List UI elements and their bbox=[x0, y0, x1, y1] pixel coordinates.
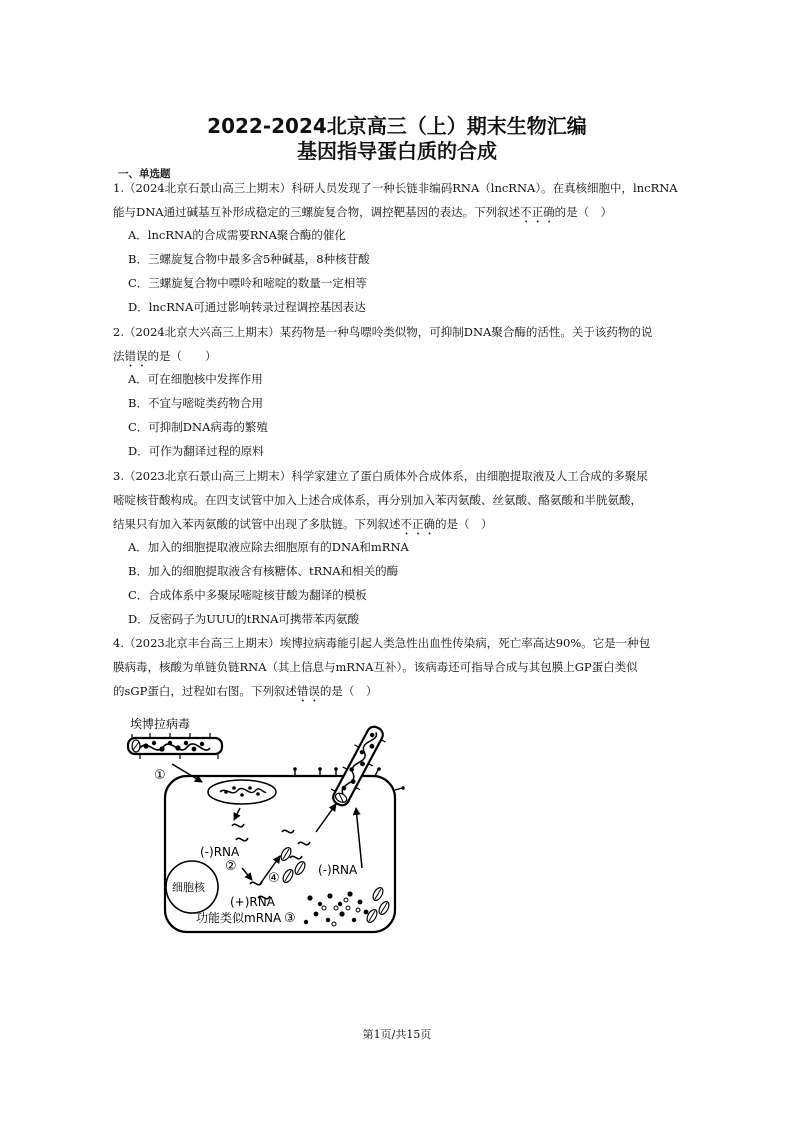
budding-virus-particle bbox=[326, 722, 389, 810]
question-2-line-2: 法错误的是（ ） bbox=[113, 349, 217, 363]
question-4-line-3: 的sGP蛋白，过程如右图。下列叙述错误的是（ ） bbox=[113, 684, 378, 698]
section-heading: 一、单选题 bbox=[118, 168, 171, 180]
question-1-option-b: B．三螺旋复合物中最多含5种碱基，8种核苷酸 bbox=[128, 252, 370, 266]
ebola-virus-particle bbox=[128, 733, 222, 759]
question-2-option-d: D．可作为翻译过程的原料 bbox=[128, 444, 264, 458]
neg-rna-label-right: (-)RNA bbox=[318, 863, 358, 877]
step-2-marker: ② bbox=[225, 859, 237, 874]
ebola-process-diagram bbox=[110, 708, 420, 940]
question-4 bbox=[113, 631, 687, 705]
question-1-option-d: D．lncRNA可通过影响转录过程调控基因表达 bbox=[128, 300, 366, 314]
question-3 bbox=[113, 464, 687, 538]
question-2-option-b: B．不宜与嘧啶类药物合用 bbox=[128, 396, 263, 410]
pos-rna-label: (+)RNA bbox=[230, 895, 275, 909]
mrna-like-label: 功能类似mRNA bbox=[196, 911, 282, 925]
question-2-option-a: A．可在细胞核中发挥作用 bbox=[128, 372, 263, 386]
question-3-option-c: C．合成体系中多聚尿嘧啶核苷酸为翻译的模板 bbox=[128, 588, 367, 602]
question-4-line-1: 4.（2023北京丰台高三上期末）埃博拉病毒能引起人类急性出血性传染病，死亡率高达90%。它是一种包 bbox=[113, 636, 651, 650]
question-2-option-c: C．可抑制DNA病毒的繁殖 bbox=[128, 420, 268, 434]
document-title: 2022-2024北京高三（上）期末生物汇编 bbox=[207, 114, 587, 138]
question-3-option-a: A．加入的细胞提取液应除去细胞原有的DNA和mRNA bbox=[128, 540, 409, 554]
nucleus-label: 细胞核 bbox=[172, 881, 205, 894]
protein-synthesis-cluster bbox=[304, 886, 391, 926]
question-3-option-d: D．反密码子为UUU的tRNA可携带苯丙氨酸 bbox=[128, 612, 359, 626]
step-3-marker: ③ bbox=[284, 911, 296, 926]
question-1-line-2: 能与DNA通过碱基互补形成稳定的三螺旋复合物，调控靶基因的表达。下列叙述不正确的是（ ） bbox=[113, 205, 613, 219]
question-1-option-c: C．三螺旋复合物中嘌呤和嘧啶的数量一定相等 bbox=[128, 276, 367, 290]
question-1 bbox=[113, 176, 687, 226]
question-1-line-1: 1.（2024北京石景山高三上期末）科研人员发现了一种长链非编码RNA（lncRNA）。在真核细胞中，lncRNA bbox=[113, 181, 678, 195]
step-4-marker: ④ bbox=[268, 871, 280, 886]
question-2 bbox=[113, 320, 687, 370]
question-3-line-1: 3.（2023北京石景山高三上期末）科学家建立了蛋白质体外合成体系，由细胞提取液及人工合成的多聚尿 bbox=[113, 469, 648, 483]
question-1-option-a: A．lncRNA的合成需要RNA聚合酶的催化 bbox=[128, 228, 346, 242]
question-3-line-2: 嘧啶核苷酸构成。在四支试管中加入上述合成体系，再分别加入苯丙氨酸、丝氨酸、酪氨酸和半胱氨酸， bbox=[113, 493, 642, 507]
step-1-marker: ① bbox=[154, 768, 166, 783]
question-4-line-2: 膜病毒，核酸为单链负链RNA（其上信息与mRNA互补）。该病毒还可指导合成与其包膜上GP蛋白类似 bbox=[113, 660, 638, 674]
question-3-option-b: B．加入的细胞提取液含有核糖体、tRNA和相关的酶 bbox=[128, 564, 399, 578]
page-footer: 第1页/共15页 bbox=[362, 1028, 432, 1041]
document-subtitle: 基因指导蛋白质的合成 bbox=[297, 139, 497, 163]
question-3-line-3: 结果只有加入苯丙氨酸的试管中出现了多肽链。下列叙述不正确的是（ ） bbox=[113, 517, 493, 531]
neg-rna-label-left: (-)RNA bbox=[200, 845, 240, 859]
question-2-line-1: 2.（2024北京大兴高三上期末）某药物是一种鸟嘌呤类似物，可抑制DNA聚合酶的活性。关于该药物的说 bbox=[113, 325, 653, 339]
virus-label: 埃博拉病毒 bbox=[130, 717, 191, 731]
